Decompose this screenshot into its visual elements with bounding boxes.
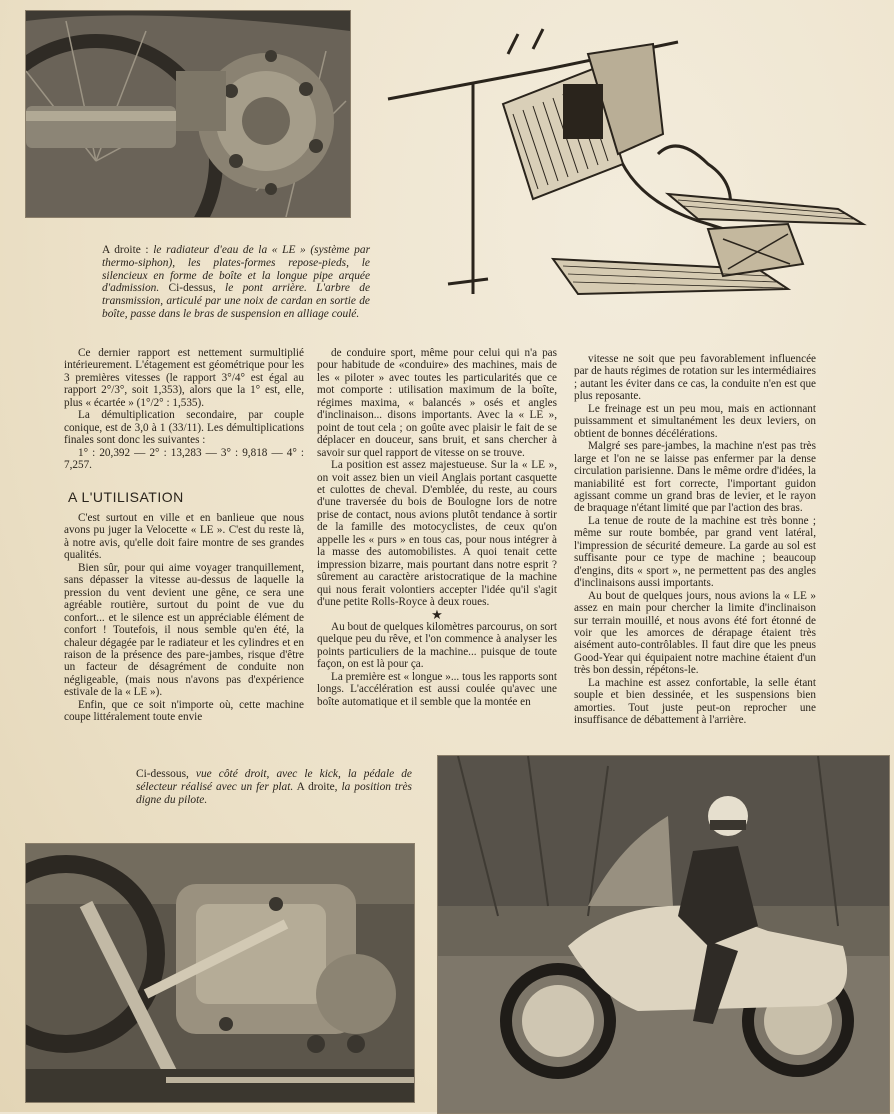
col3-paragraph-1: vitesse ne soit que peu favorablement influencée par de hauts régimes de rotation sur les intermédiaires ; autant les éviter dans ce cas, la conduite n'en est que plus reposante.: [574, 353, 816, 403]
kick-side-image: [26, 844, 414, 1102]
col1-paragraph-5: Bien sûr, pour qui aime voyager tranquillement, sans dépasser la vitesse au-dessus de laquelle la pression du vent devient une gêne, ce sera une agréable routière, surtout du point de vue du confort... et le silence est un appréciable élément de confort ! Toutefois, il nous semble qu'en été, la chaleur dégagée par le radiateur et les cylindres et en raison de la présence des pare-jambes, risque d'être un facteur de désagrément de conduite non négligeable, (mais nous n'avons pas d'expérience estivale de la « LE »).: [64, 561, 304, 699]
text-column-2: [317, 347, 557, 708]
col3-paragraph-6: La machine est assez confortable, la selle étant souple et bien dessinée, et les suspensions bien amorties. Tout juste peut-on reprocher une insuffisance de débattement à l'arrière.: [574, 676, 816, 727]
col2-paragraph-2: La position est assez majestueuse. Sur la « LE », on voit assez bien un vieil Anglais portant casquette et culottes de cheval. D'emblée, du reste, au cours d'une traversée du bois de Boulogne lors de notre prise de contact, nous avions plutôt tendance à sortir de la famille des motocyclistes, de ceux qu'on appelle les « purs » en tous cas, pour nous intégrer à la masse des automobilistes. A quoi tenait cette impression bizarre, mais pourtant dans notre esprit ? sûrement au caractère aristocratique de la machine qui nous ferait volontiers accepter l'idée qu'il s'agit d'une petite Rolls-Royce à deux roues.: [317, 459, 557, 609]
rear-axle-photo: [25, 10, 351, 218]
top-caption-italic-2: le pont arrière. L'arbre de transmission, articulé par une noix de cardan en sortie de boîte, passe dans le bras de suspension en alliage coulé.: [102, 282, 370, 320]
col3-paragraph-4: La tenue de route de la machine est très bonne ; même sur route bombée, par grand vent latéral, l'impression de sécurité demeure. La garde au sol est suffisante pour ce type de machine ; beaucoup d'engins, dits « sport », ne permettent pas des angles d'inclinaisons aussi importants.: [574, 514, 816, 590]
top-caption-italic-1: le radiateur d'eau de la « LE » (système par thermo-siphon), les plates-formes repose-pieds, le silencieux en forme de boîte et la longue pipe arquée d'admission.: [102, 244, 371, 295]
rider-photo: [437, 755, 890, 1114]
top-caption: [102, 244, 370, 321]
text-column-1: [64, 347, 304, 472]
kick-side-photo: [25, 843, 415, 1103]
col3-paragraph-3: Malgré ses pare-jambes, la machine n'est pas très large et l'on ne se laisse pas enfermer par la dense circulation parisienne. Dans le même ordre d'idées, la maniabilité est fort correcte, l'important guidon agissant comme un grand bras de levier, et le rayon de braquage n'étant limité que par l'action des bras.: [574, 440, 816, 515]
col2-paragraph-1: de conduire sport, même pour celui qui n'a pas pour habitude de «conduire» des machines, mais de les « piloter » avec toutes les particularités que ce mot comporte : utilisation maximum de la boîte, régimes maxima, « balancés » osés et angles d'inclinaison... disons importants. Avec la « LE », point de tout cela ; on goûte avec plaisir le fait de se déplacer en douceur, sans bruit, et sans chercher à savoir sur quel rapport de vitesse on se trouve.: [317, 347, 557, 459]
rear-axle-image: [26, 11, 350, 217]
col1-paragraph-3: 1° : 20,392 — 2° : 13,283 — 3° : 9,818 — 4° : 7,257.: [64, 446, 304, 472]
radiator-drawing: [378, 14, 874, 334]
star-separator: ★: [431, 606, 443, 622]
col1-paragraph-4: C'est surtout en ville et en banlieue que nous avons pu juger la Velocette « LE ». C'est du reste là, à notre avis, qu'elle doit faire montre de ses grandes qualités.: [64, 512, 304, 562]
top-caption-prefix: A droite :: [102, 244, 154, 256]
col1-paragraph-6: Enfin, que ce soit n'importe où, cette machine coupe littéralement toute envie: [64, 698, 304, 724]
section-heading: A L'UTILISATION: [68, 489, 184, 505]
col2-paragraph-3: Au bout de quelques kilomètres parcourus, on sort quelque peu du rêve, et l'on commence à analyser les points particuliers de la machine... puisque de toute façon, on est là pour ça.: [317, 620, 557, 671]
bottom-caption-italic-1: vue côté droit, avec le kick, la pédale de sélecteur réalisé avec un fer plat.: [136, 768, 412, 793]
col1-paragraph-2: La démultiplication secondaire, par couple conique, est de 3,0 à 1 (33/11). Les démultiplications finales sont donc les suivantes :: [64, 409, 304, 447]
bottom-caption-italic-2: la position très digne du pilote.: [136, 780, 412, 806]
col3-paragraph-2: Le freinage est un peu mou, mais en actionnant puissamment et simultanément les deux leviers, on obtient de bonnes décélérations.: [574, 402, 816, 440]
bottom-caption: [136, 768, 412, 806]
text-column-3: [574, 353, 816, 727]
col3-paragraph-5: Au bout de quelques jours, nous avions la « LE » assez en main pour chercher la limite d'inclinaison sur terrain mouillé, et nous avons été fort étonné de voir que les amorces de dérapage étaient très aisément auto-contrôlables. Il faut dire que les pneus Good-Year qui équipaient notre machine étaient d'un très bon dessin, répétons-le.: [574, 589, 816, 677]
top-caption-middle: Ci-dessus,: [159, 282, 226, 295]
bottom-caption-middle: A droite,: [293, 780, 342, 793]
rider-image: [438, 756, 889, 1113]
col2-paragraph-4: La première est « longue »... tous les rapports sont longs. L'accélération est aussi coulée qu'avec une boîte automatique et il semble que la montée en: [317, 670, 557, 708]
text-column-1-continued: [64, 512, 304, 724]
bottom-caption-prefix: Ci-dessous,: [136, 768, 196, 780]
col1-paragraph-1: Ce dernier rapport est nettement surmultiplié intérieurement. L'étagement est géométrique pour les 3 premières vitesses (le rapport 3°/4° est égal au rapport 2°/3°, soit 1,353), alors que la 1° est, elle, plus « écartée » (1°/2° : 1,535).: [64, 347, 304, 409]
radiator-diagram: [378, 14, 874, 334]
